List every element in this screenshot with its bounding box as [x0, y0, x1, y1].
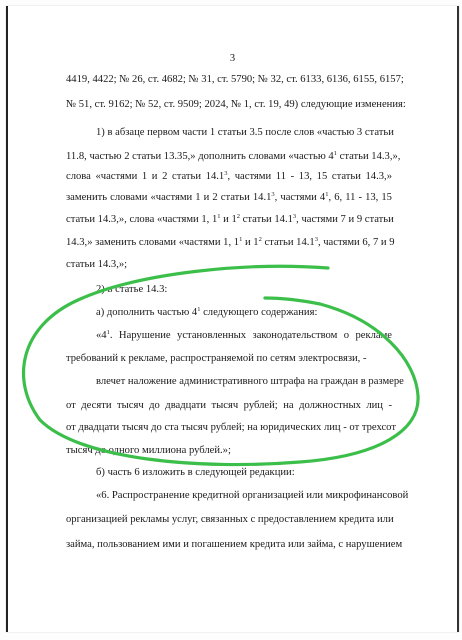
text-line: б) часть 6 изложить в следующей редакции:: [96, 467, 295, 478]
text-line: 2) в статье 14.3:: [96, 284, 168, 295]
text-line: 1) в абзаце первом части 1 статьи 3.5 после слов «частью 3 статьи: [96, 127, 394, 138]
text-line: «6. Распространение кредитной организацией или микрофинансовой: [96, 490, 409, 501]
text-line: статьи 14.3,», слова «частями 1, $1^1$ и $1^2$ статьи 14.1$^3$, частями 7 и 9 статьи: [66, 213, 394, 225]
text-line: 11.8, частью 2 статьи 13.35,» дополнить словами «частью $4^1$ статьи 14.3,»,: [66, 150, 401, 162]
text-line: от двадцати тысяч до ста тысяч рублей; на юридических лиц - от трехсот: [66, 422, 396, 433]
text-line: 14.3,» заменить словами «частями 1, $1^1$ и $1^2$ статьи 14.1$^3$, частями 6, 7 и 9: [66, 236, 395, 248]
text-line: статьи 14.3,»;: [66, 259, 128, 270]
text-line: от десяти тысяч до двадцати тысяч рублей; на должностных лиц -: [66, 400, 392, 411]
text-line: слова «частями 1 и 2 статьи 14.1$^3$, частями 11 - 13, 15 статьи 14.3,»: [66, 170, 392, 182]
text-line: организацией рекламы услуг, связанных с предоставлением кредита или: [66, 514, 394, 525]
text-line: а) дополнить частью $4^1$ следующего содержания:: [96, 306, 318, 318]
text-line: 4419, 4422; № 26, ст. 4682; № 31, ст. 5790; № 32, ст. 6133, 6136, 6155, 6157;: [66, 74, 404, 85]
text-line: требований к рекламе, распространяемой по сетям электросвязи, -: [66, 353, 367, 364]
text-line: заменить словами «частями 1 и 2 статьи 14.1$^3$, частями $4^1$, 6, 11 - 13, 15: [66, 191, 392, 203]
text-line: займа, пользованием ими и погашением кредита или займа, с нарушением: [66, 539, 403, 550]
text-line: «$4^1$. Нарушение установленных законодательством о рекламе: [96, 329, 392, 341]
text-line: влечет наложение административного штрафа на граждан в размере: [96, 376, 404, 387]
text-line: № 51, ст. 9162; № 52, ст. 9509; 2024, № 1, ст. 19, 49) следующие изменения:: [66, 99, 406, 110]
text-line: тысяч до одного миллиона рублей.»;: [66, 445, 231, 456]
page-number: 3: [229, 53, 236, 64]
